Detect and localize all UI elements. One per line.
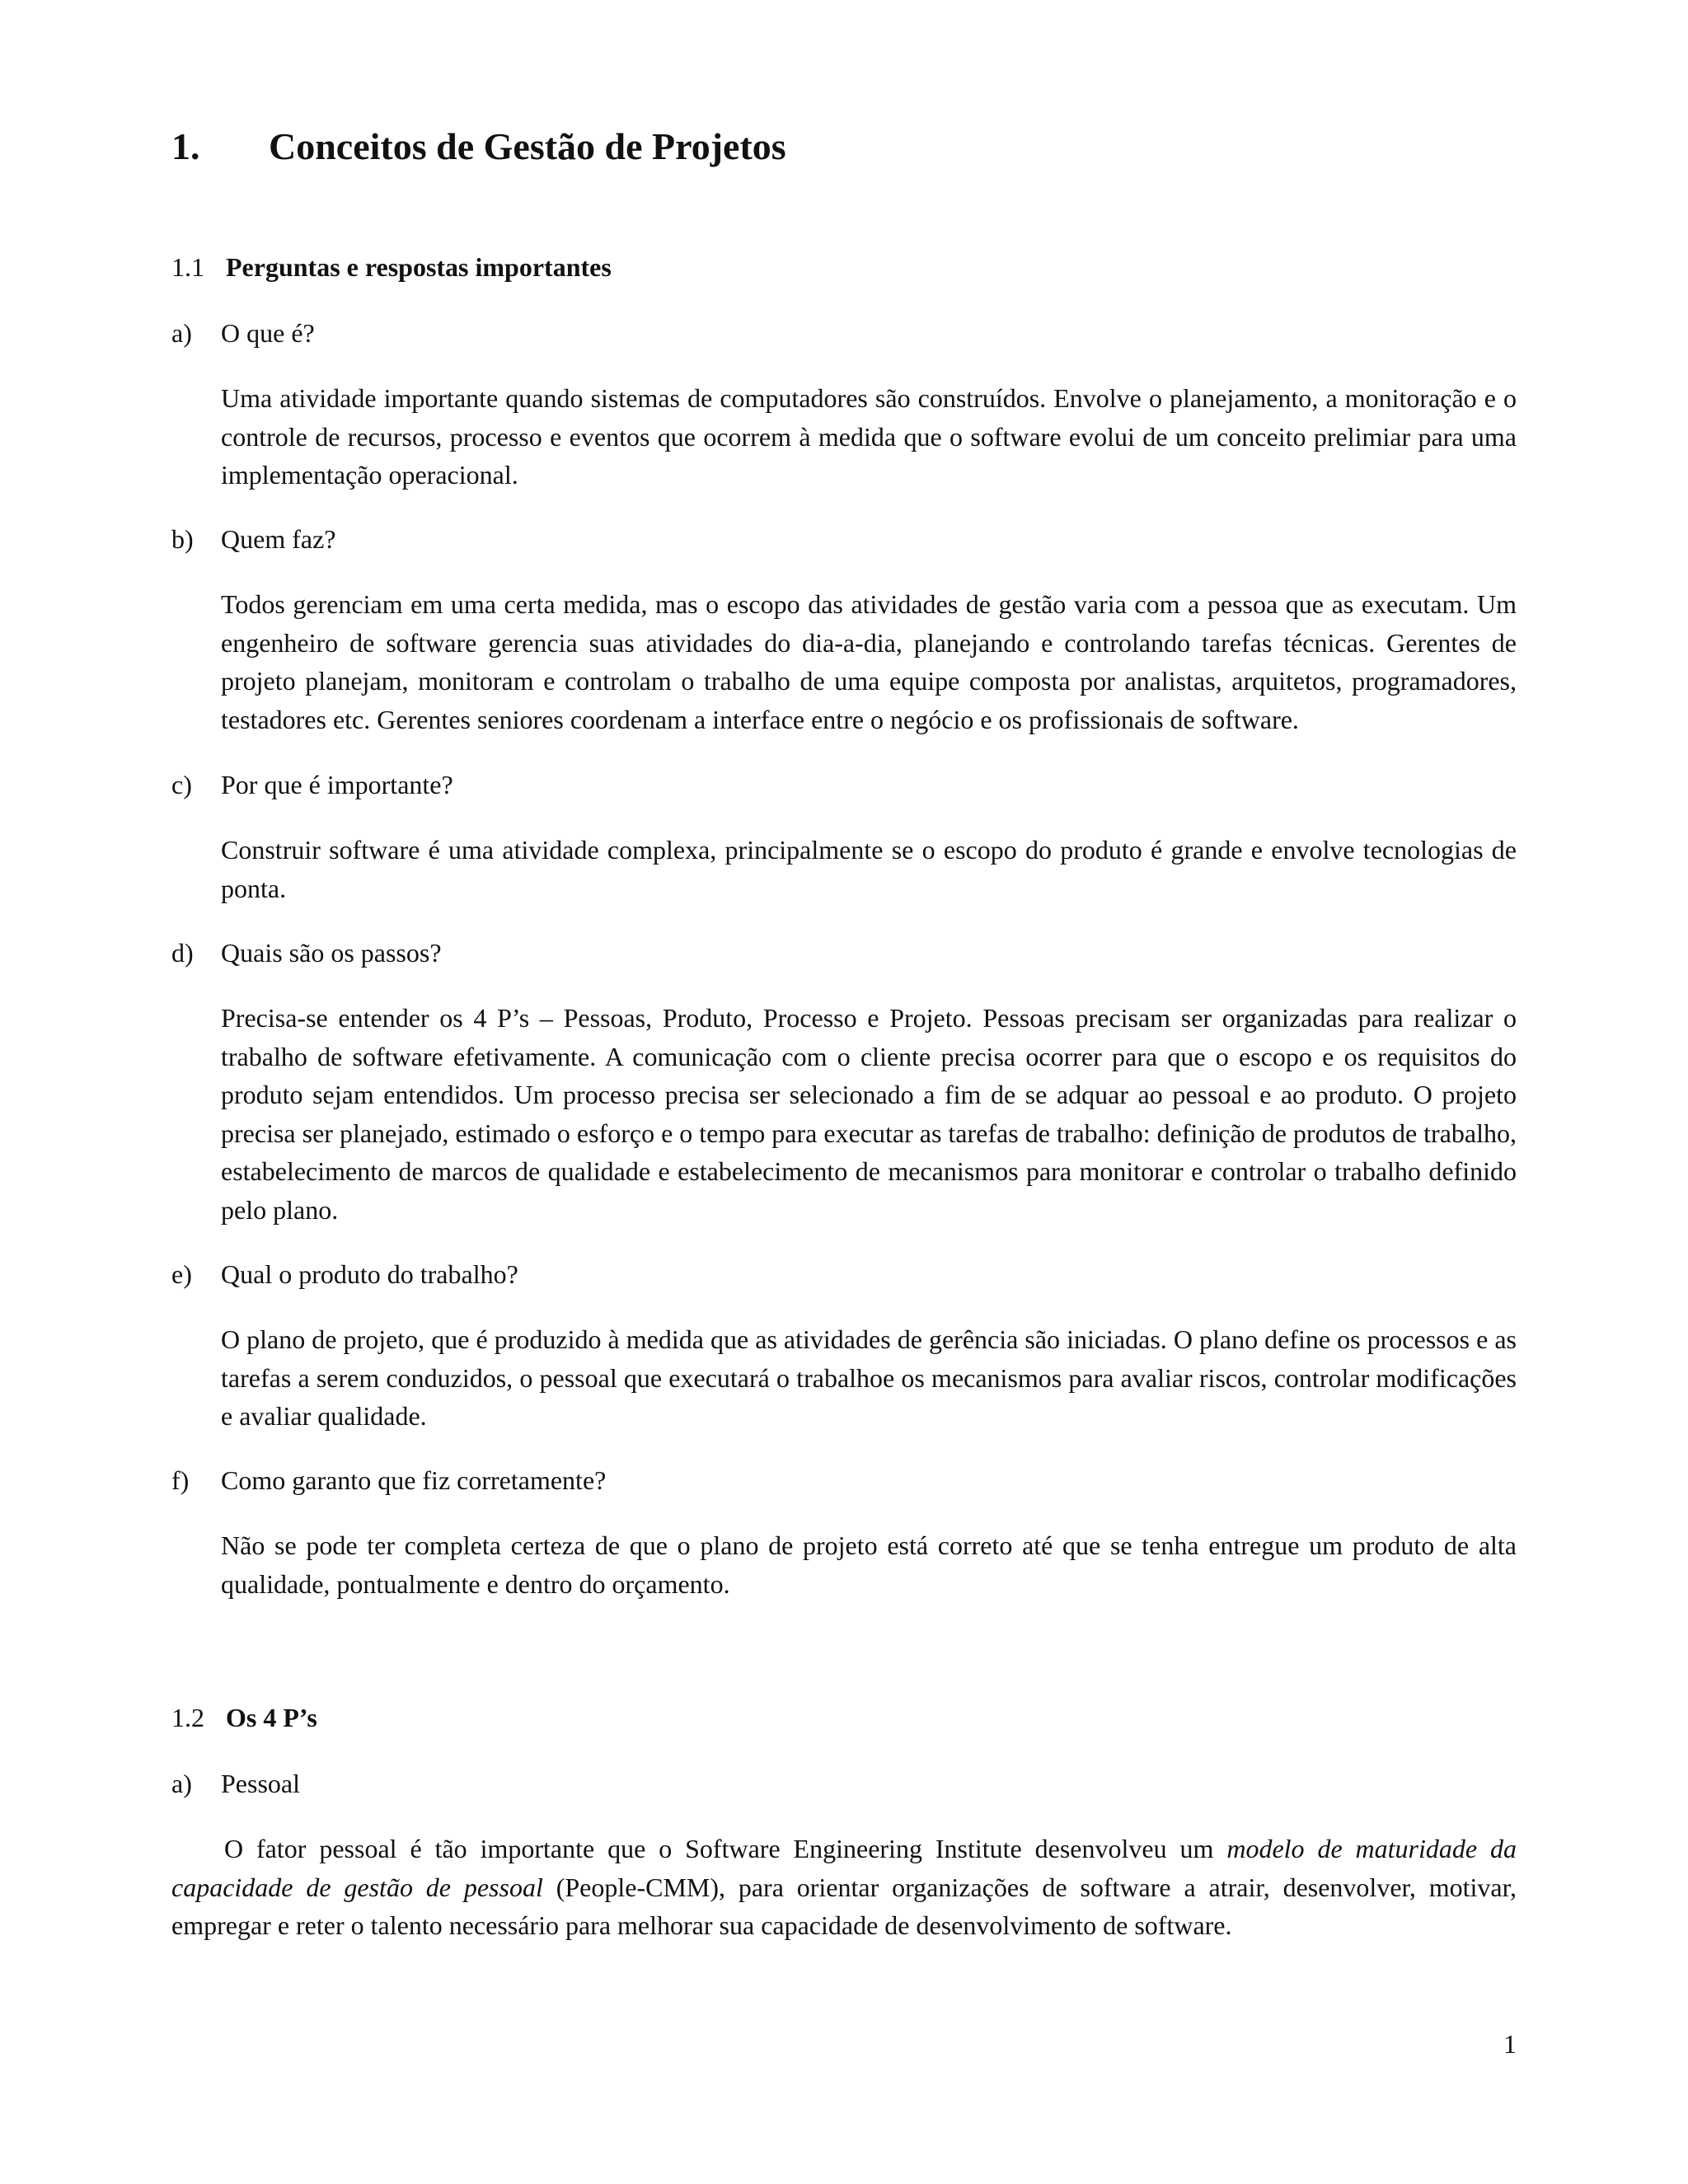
question-text: Qual o produto do trabalho? (221, 1259, 518, 1289)
pessoal-paragraph (171, 1830, 1517, 1945)
chapter-title: Conceitos de Gestão de Projetos (269, 125, 786, 167)
question-letter: b) (171, 524, 194, 554)
item-label: Pessoal (221, 1769, 300, 1798)
question-letter: a) (171, 318, 192, 348)
answer-paragraph-a: Uma atividade importante quando sistemas de computadores são construídos. Envolve o planejamento, a monitoração e o controle de recursos, processo e eventos que ocorrem à medida que o software evolui de um conceito prelimiar para uma implementação operacional. (221, 383, 1517, 490)
question-text: Quem faz? (221, 524, 336, 554)
paragraph-text-start: O fator pessoal é tão importante que o Software Engineering Institute desenvolveu um (224, 1834, 1227, 1863)
paragraph-text-end: (People-CMM), para orientar organizações de software a atrair, desenvolver, motivar, empregar e reter o talento necessário para melhorar sua capacidade de desenvolvimento de software. (171, 1872, 1517, 1940)
subsection-item-a (171, 1767, 300, 1800)
question-text: O que é? (221, 318, 315, 348)
section-heading-1-1 (171, 251, 612, 284)
chapter-heading (171, 124, 786, 170)
question-item-f (171, 1464, 606, 1497)
answer-paragraph-b: Todos gerenciam em uma certa medida, mas o escopo das atividades de gestão varia com a pessoa que as executam. Um engenheiro de software gerencia suas atividades do dia-a-dia, planejando e controlando tarefas técnicas. Gerentes de projeto planejam, monitoram e controlam o trabalho de uma equipe composta por analistas, arquitetos, programadores, testadores etc. Gerentes seniores coordenam a interface entre o negócio e os profissionais de software. (221, 589, 1517, 734)
question-letter: d) (171, 938, 194, 968)
question-item-b (171, 523, 335, 555)
question-item-c (171, 768, 453, 801)
answer-paragraph-f: Não se pode ter completa certeza de que o plano de projeto está correto até que se tenha entregue um produto de alta qualidade, pontualmente e dentro do orçamento. (221, 1530, 1517, 1599)
question-letter: c) (171, 770, 192, 799)
item-letter: a) (171, 1769, 192, 1798)
question-item-a (171, 316, 315, 349)
question-text: Por que é importante? (221, 770, 453, 799)
section-title: Perguntas e respostas importantes (226, 252, 612, 282)
page-number: 1 (1503, 2029, 1517, 2059)
question-item-e (171, 1258, 518, 1291)
paragraph-italic-term: modelo de maturidade da capacidade de gestão de pessoal (171, 1834, 1517, 1902)
question-text: Quais são os passos? (221, 938, 442, 968)
section-number: 1.1 (171, 252, 204, 282)
chapter-number: 1. (171, 125, 200, 167)
question-letter: f) (171, 1465, 190, 1495)
answer-paragraph-e: O plano de projeto, que é produzido à medida que as atividades de gerência são iniciadas. O plano define os processos e as tarefas a serem conduzidos, o pessoal que executará o trabalhoe os mecanismos para avaliar riscos, controlar modificações e avaliar qualidade. (221, 1324, 1517, 1431)
question-text: Como garanto que fiz corretamente? (221, 1465, 607, 1495)
section-number: 1.2 (171, 1703, 204, 1732)
question-letter: e) (171, 1259, 192, 1289)
answer-paragraph-c: Construir software é uma atividade complexa, principalmente se o escopo do produto é grande e envolve tecnologias de ponta. (221, 835, 1517, 903)
section-title: Os 4 P’s (226, 1703, 317, 1732)
question-item-d (171, 936, 442, 969)
answer-paragraph-d: Precisa-se entender os 4 P’s – Pessoas, Produto, Processo e Projeto. Pessoas precisam ser organizadas para realizar o trabalho de software efetivamente. A comunicação com o cliente precisa ocorrer para que o escopo e os requisitos do produto sejam entendidos. Um processo precisa ser selecionado a fim de se adquar ao pessoal e ao produto. O projeto precisa ser planejado, estimado o esforço e o tempo para executar as tarefas de trabalho: definição de produtos de trabalho, estabelecimento de marcos de qualidade e estabelecimento de mecanismos para monitorar e controlar o trabalho definido pelo plano. (221, 1003, 1517, 1225)
section-heading-1-2 (171, 1701, 317, 1734)
